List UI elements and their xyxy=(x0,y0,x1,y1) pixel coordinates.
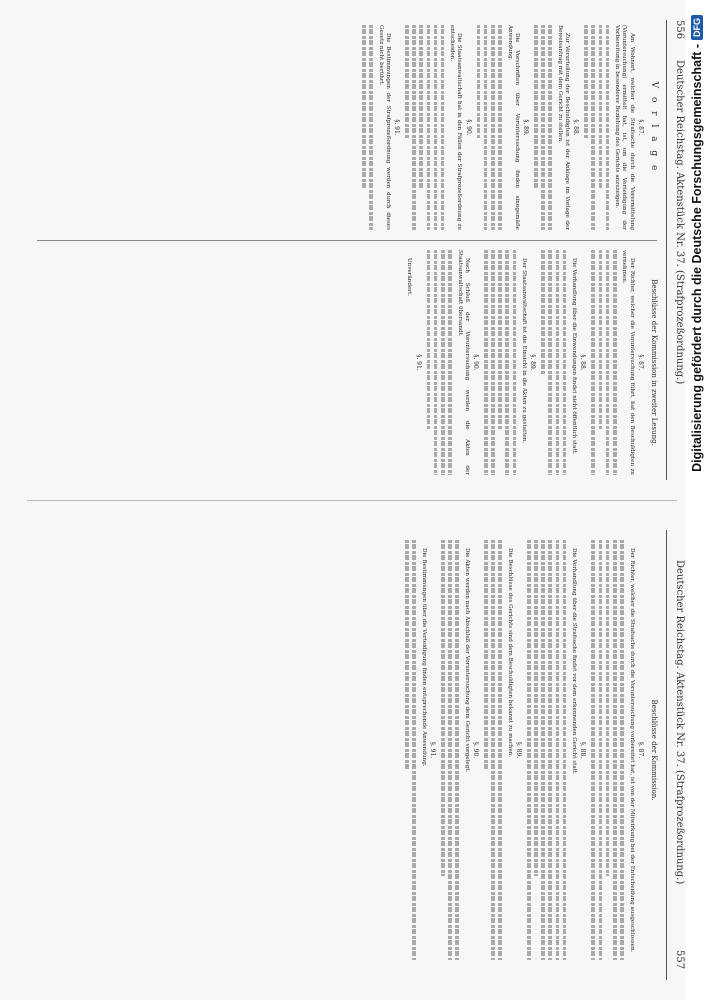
section-heading: §. 88. xyxy=(579,741,587,759)
text-line xyxy=(620,540,624,960)
text-line xyxy=(591,540,595,960)
text-line xyxy=(405,25,409,138)
text-line xyxy=(548,25,552,230)
section-heading: §. 90. xyxy=(464,119,472,136)
page-number-left: 556 xyxy=(674,20,685,40)
section-text: Der Richter, welcher die Strafsache durch die Voruntersuchung vorbereitet hat, ist von der Mitwirkung bei der Entscheidung ausgeschlossen. xyxy=(628,548,635,953)
right-subheader: Beschlüsse der Kommission. xyxy=(650,699,658,801)
section-heading: §. 89. xyxy=(522,119,530,136)
section-heading: §. 88. xyxy=(572,119,580,136)
text-line xyxy=(606,25,610,230)
text-line xyxy=(419,25,423,189)
text-line xyxy=(563,250,567,475)
text-line xyxy=(498,250,502,430)
page-header-left: Deutscher Reichstag. Aktenstück Nr. 37. (Strafprozeßordnung.) xyxy=(674,60,685,385)
text-line xyxy=(513,250,517,475)
text-line xyxy=(441,250,445,475)
text-line xyxy=(556,540,560,960)
section-text: Die Beschlüsse des Gerichts sind dem Beschuldigten bekannt zu machen. xyxy=(506,548,513,758)
text-line xyxy=(534,25,538,189)
text-line xyxy=(563,540,567,960)
middle-title: Beschlüsse der Kommission in zweiter Lesung. xyxy=(650,279,658,446)
text-line xyxy=(362,25,366,189)
section-heading: §. 89. xyxy=(529,354,537,371)
text-line xyxy=(606,250,610,475)
text-line xyxy=(548,540,552,960)
text-line xyxy=(484,25,488,230)
section-text: Der Staatsanwaltschaft ist die Einsicht in die Akten zu gestatten. xyxy=(521,258,528,444)
text-line xyxy=(599,540,603,960)
text-line xyxy=(613,540,617,960)
section-heading: §. 88. xyxy=(579,354,587,371)
text-line xyxy=(506,250,510,475)
text-line xyxy=(441,25,445,230)
text-line xyxy=(541,540,545,960)
section-text: Zur Verurteilung der Beschuldigten ist der Anklage im Vorlage der Beweisantrag mit dem Gericht zu stellen. xyxy=(556,25,571,230)
text-line xyxy=(484,540,488,771)
text-line xyxy=(427,250,431,430)
section-heading: §. 91. xyxy=(428,741,436,759)
text-line xyxy=(599,25,603,189)
page-header-right: Deutscher Reichstag. Aktenstück Nr. 37. (Strafprozeßordnung.) xyxy=(674,560,685,885)
section-text: Die Bestimmungen über die Verteidigung finden entsprechende Anwendung. xyxy=(420,548,427,767)
text-line xyxy=(441,540,445,876)
text-line xyxy=(584,25,588,138)
dfg-logo: DFG xyxy=(691,15,703,40)
column-separator xyxy=(37,240,657,241)
right-column-beschluesse xyxy=(29,540,659,960)
section-heading: §. 87. xyxy=(636,119,644,136)
section-heading: §. 87. xyxy=(636,741,644,759)
section-text: Nach Schluß der Voruntersuchung werden die Akten der Staatsanwaltschaft übersandt. xyxy=(456,250,470,475)
text-line xyxy=(412,25,416,230)
text-line xyxy=(491,540,495,960)
section-heading: §. 87. xyxy=(636,354,644,371)
text-line xyxy=(434,25,438,230)
text-line xyxy=(369,25,373,230)
text-line xyxy=(448,250,452,475)
section-text: Die Staatsanwaltschaft hat in den Fällen der Strafprozeßordnung zu entscheiden. xyxy=(449,25,463,230)
text-line xyxy=(541,25,545,230)
text-line xyxy=(541,250,545,374)
text-line xyxy=(405,540,409,771)
vorlage-title: V o r l a g e xyxy=(649,81,659,174)
section-heading: §. 91. xyxy=(414,354,422,371)
page-number-right: 557 xyxy=(674,950,685,970)
text-line xyxy=(455,540,459,960)
section-text: Unverändert. xyxy=(406,258,413,296)
text-line xyxy=(591,250,595,475)
text-line xyxy=(477,25,481,138)
text-line xyxy=(527,540,531,960)
middle-column-beschluesse xyxy=(29,250,659,475)
text-line xyxy=(412,540,416,960)
section-text: Der Richter, welcher die Voruntersuchung führt, hat den Beschuldigten zu vernehmen. xyxy=(621,250,635,475)
section-text: Die Verhandlung über die Strafsache findet vor dem erkennenden Gericht statt. xyxy=(571,548,578,775)
dfg-credit xyxy=(686,15,707,1000)
text-line xyxy=(491,250,495,475)
dfg-sidebar-text-wrapper xyxy=(686,15,707,1000)
header-rule-right xyxy=(666,530,667,980)
text-line xyxy=(498,540,502,960)
page-gutter xyxy=(27,500,677,501)
text-line xyxy=(606,540,610,876)
text-line xyxy=(591,25,595,230)
text-line xyxy=(599,250,603,430)
text-line xyxy=(491,25,495,230)
text-line xyxy=(427,25,431,230)
section-heading: §. 91. xyxy=(392,119,400,136)
text-line xyxy=(534,540,538,876)
section-heading: §. 90. xyxy=(471,741,479,759)
header-rule-left xyxy=(666,20,667,480)
text-line xyxy=(484,250,488,475)
text-line xyxy=(498,25,502,230)
section-text: Die Verhandlung über die Einwendungen findet nicht öffentlich statt. xyxy=(571,258,578,455)
section-text: Die Akten werden nach Abschluß der Voruntersuchung dem Gericht vorgelegt. xyxy=(463,548,470,773)
text-line xyxy=(548,250,552,475)
dfg-credit-text: Digitalisierung gefördert durch die Deutsche Forschungsgemeinschaft - xyxy=(689,44,704,472)
text-line xyxy=(434,250,438,475)
text-line xyxy=(556,250,560,475)
left-column-vorlage xyxy=(29,25,659,230)
section-text: Am Wohnort, welcher die Strafsache durch die Vorermittelung (Voruntersuchung) ermittelt hat, ist, um die Verteidigung der Vorbereitung in besonderer Beziehung des Gerichts anzuzeigen. xyxy=(614,25,635,230)
section-heading: §. 89. xyxy=(514,741,522,759)
text-line xyxy=(613,250,617,475)
section-text: Die Vorschriften über Voruntersuchung finden sinngemäße Anwendung. xyxy=(506,25,520,230)
section-text: Die Bestimmungen der Strafprozeßordnung werden durch dieses Gesetz nicht berührt. xyxy=(377,25,391,230)
section-heading: §. 90. xyxy=(471,354,479,371)
text-line xyxy=(448,540,452,960)
